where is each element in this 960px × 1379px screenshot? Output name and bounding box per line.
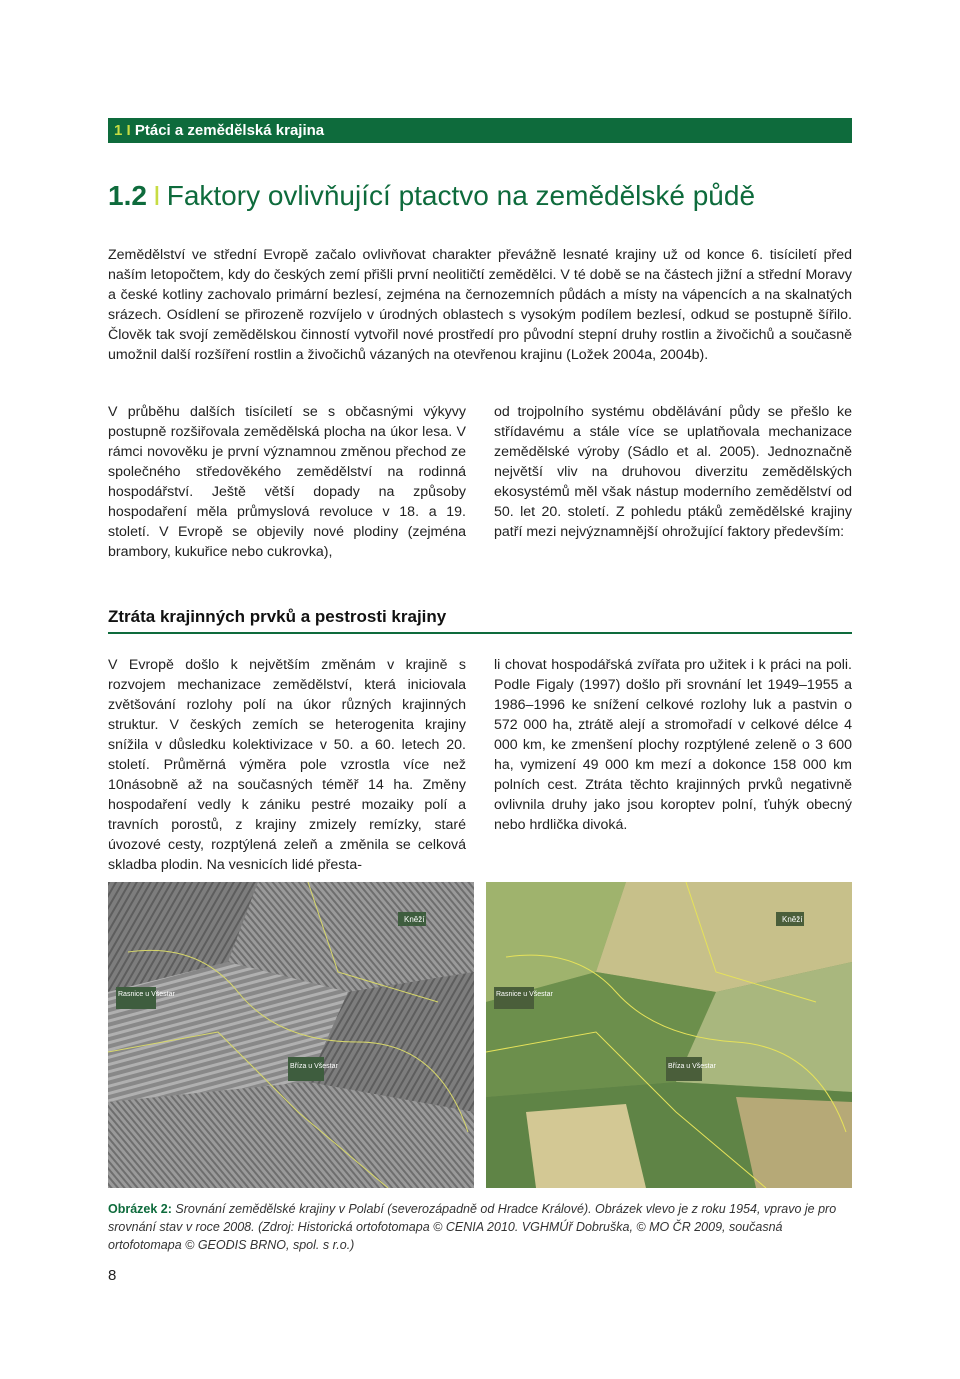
label-rasnice-1954: Rasnice u Všestar [118,991,175,998]
section-separator: I [152,180,161,211]
label-briza-2008: Bříza u Všestar [668,1063,716,1070]
aerial-photo-1954 [108,882,474,1188]
intro-paragraph: Zemědělství ve střední Evropě začalo ovlivňovat charakter převážně lesnaté krajiny už od konce 6. tisíciletí před naším letopočtem, kdy do českých zemí přišli první neolitičtí zemědělci. V té době se na částech jižní a střední Moravy a české kotliny zachovalo primární bezlesí, zejména na černozemních půdách a místy na vápencích a na skalnatých srázech. Osídlení se přirozeně rozvíjelo v úrodných oblastech s vysokým podílem bezlesí, odkud se postupně šířilo. Člověk tak svojí zemědělskou činností vytvořil nové prostředí pro původní stepní druhy rostlin a živočichů a současně umožnil další rozšíření rostlin a živočichů vázaných na otevřenou krajinu (Ložek 2004a, 2004b). [108,247,852,363]
figure-caption [108,1200,852,1254]
caption-label: Obrázek 2: [108,1202,172,1216]
column-right-2: li chovat hospodářská zvířata pro užitek i k práci na poli. Podle Figaly (1997) došlo při srovnání let 1949–1955 a 1986–1996 ke snížení celkové rozlohy luk a pastvin o 572 000 ha, ztrátě alejí a stromořadí v celkové délce 4 000 km, ke zmenšení plochy rozptýlené zeleně o 3 600 ha, vymizení 49 000 km mezí a dokonce 158 000 km polních cest. Ztráta těchto krajinných prvků negativně ovlivnila druhy jako jsou koroptev polní, ťuhýk obecný nebo hrdlička divoká. [494,657,852,833]
chapter-number: 1 [114,122,123,139]
column-right-1: od trojpolního systému obdělávání půdy se přešlo ke střídavému a stále více se uplatňovala mechanizace zemědělské výroby (Sádlo et al. 2005). Jednoznačně největší vliv na druhovou diverzitu zemědělských ekosystémů měl však nástup moderního zemědělství od 50. let 20. století. Z pohledu ptáků zemědělské krajiny patří mezi nejvýznamnější ohrožující faktory především: [494,404,852,540]
section-number: 1.2 [108,180,147,211]
section-title [108,180,868,212]
chapter-title: Ptáci a zemědělská krajina [134,122,325,139]
label-briza-1954: Bříza u Všestar [290,1063,338,1070]
subheading: Ztráta krajinných prvků a pestrosti krajiny [108,607,852,634]
caption-text: Srovnání zemědělské krajiny v Polabí (severozápadně od Hradce Králové). Obrázek vlevo je z roku 1954, vpravo je pro srovnání stav v roce 2008. (Zdroj: Historická ortofotomapa © CENIA 2010. VGHMÚř Dobruška, © MO ČR 2009, současná ortofotomapa © GEODIS BRNO, spol. s r.o.) [108,1202,837,1252]
chapter-separator: I [126,122,131,139]
label-knezi-1954: Kněží [404,915,425,924]
section-title-text: Faktory ovlivňující ptactvo na zemědělské půdě [166,180,756,211]
column-left-1: V průběhu dalších tisíciletí se s občasnými výkyvy postupně rozšiřovala zemědělská plocha na úkor lesa. V rámci novověku je první významnou změnou přechod ze společného středověkého zemědělství na rodinná hospodářství. Ještě větší dopady na způsoby hospodaření měla průmyslová revoluce v 18. a 19. století. V Evropě se objevily nové plodiny (zejména brambory, kukuřice nebo cukrovka), [108,404,466,560]
column-left-2: V Evropě došlo k největším změnám v krajině s rozvojem mechanizace zemědělství, která iniciovala zvětšování rozlohy polí na úkor různých krajinných struktur. V českých zemích se heterogenita krajiny snížila v důsledku kolektivizace v 50. a 60. letech 20. století. Průměrná výměra pole vzrostla více než 10násobně až na současných téměř 14 ha. Změny hospodaření vedly k zániku pestré mozaiky polí a travních porostů, z krajiny zmizely remízky, staré úvozové cesty, rozptýlená zeleň a změnila se celková skladba plodin. Na vesnicích lidé přesta- [108,657,466,873]
chapter-bar [108,118,852,143]
label-knezi-2008: Kněží [782,915,803,924]
aerial-photo-2008 [486,882,852,1188]
label-rasnice-2008: Rasnice u Všestar [496,991,553,998]
page-number: 8 [108,1267,117,1284]
